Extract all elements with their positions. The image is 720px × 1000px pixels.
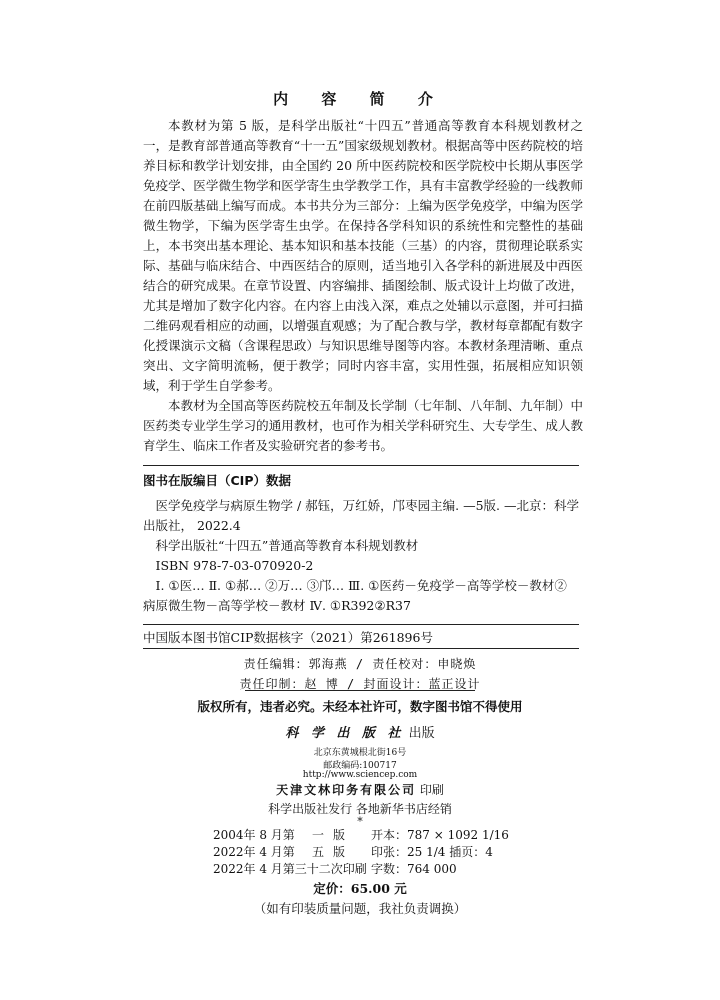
edition-row <box>213 860 457 877</box>
publisher-url: http://www.sciencep.com <box>302 770 418 780</box>
cip-series-line: 科学出版社“十四五”普通高等教育本科规划教材 <box>155 538 419 553</box>
cip-heading: 图书在版编目（CIP）数据 <box>143 473 291 488</box>
edition-label: 版 <box>333 845 346 859</box>
page-title: 内 容 简 介 <box>273 90 447 108</box>
intro-paragraph-1: 本教材为第 5 版，是科学出版社“十四五”普通高等教育本科规划教材之一，是教育部普通高等教育“十一五”国家级规划教材。根据高等中医药院校的培养目标和教学计划安排，由全国约 20 所中医药院校和医学院校中长期从事医学免疫学、医学微生物学和医学寄生虫学教学工作，具有丰富教学经验的一线教师在前四版基础上编写而成。本书共分为三部分：上编为医学免疫学，中编为医学微生物学，下编为医学寄生虫学。在保持各学科知识的系统性和完整性的基础上，本书突出基本理论、基本知识和基本技能（三基）的内容，贯彻理论联系实际、基础与临床结合、中西医结合的原则，适当地引入各学科的新进展及中西医结合的研究成果。在章节设置、内容编排、插图绘制、版式设计上均做了改进，尤其是增加了数字化内容。在内容上由浅入深，难点之处辅以示意图，并可扫描二维码观看相应的动画，以增强直观感；为了配合教与学，教材每章都配有数字化授课演示文稿（含课程思政）与知识思维导图等内容。本教材条理清晰、重点突出、文字简明流畅，便于教学；同时内容丰富，实用性强，拓展相应知识领域，利于学生自学参考。 <box>143 118 583 393</box>
edition-date: 2022年 4 月第三十二次印刷 <box>213 862 367 876</box>
edition-detail: 开本：787 × 1092 1/16 <box>371 828 509 842</box>
cip-record <box>143 496 579 616</box>
cip-bottom-rule <box>143 648 579 649</box>
publisher-suffix: 出版 <box>408 726 435 741</box>
separator-star: * <box>357 815 363 828</box>
edition-row <box>213 826 509 843</box>
edition-detail: 字数：764 000 <box>371 862 457 876</box>
edition-number: 一 <box>311 828 324 842</box>
edition-row <box>213 843 493 860</box>
cip-top-rule <box>143 465 579 466</box>
edition-date: 2022年 4 月第 <box>213 845 295 859</box>
publisher-name: 科 学 出 版 社 <box>285 726 405 741</box>
cip-data-number: 中国版本图书馆CIP数据核字（2021）第261896号 <box>143 630 433 645</box>
price: 定价：65.00 元 <box>313 881 407 896</box>
edition-number: 五 <box>311 845 324 859</box>
edition-date: 2004年 8 月第 <box>213 828 295 842</box>
printer-suffix: 印刷 <box>419 783 444 797</box>
publisher-line <box>0 722 720 741</box>
copyright-notice: 版权所有，违者必究。未经本社许可，数字图书馆不得使用 <box>197 699 523 714</box>
distribution-line: 科学出版社发行 各地新华书店经销 <box>268 802 452 816</box>
publisher-address: 北京东黄城根北街16号 <box>313 748 407 758</box>
cip-middle-rule <box>143 624 579 625</box>
printer-line <box>0 781 720 798</box>
intro-text <box>143 116 583 456</box>
cip-isbn: ISBN 978-7-03-070920-2 <box>155 558 314 573</box>
edition-detail: 印张：25 1/4 插页：4 <box>371 845 493 859</box>
quality-note: （如有印装质量问题，我社负责调换） <box>253 901 467 916</box>
publisher-postcode: 邮政编码:100717 <box>323 761 397 771</box>
cip-bibliographic-line: 医学免疫学与病原生物学 / 郝钰，万红娇，邝枣园主编. —5版. —北京：科学出版社， 2022.4 <box>143 498 580 533</box>
intro-paragraph-2: 本教材为全国高等医药院校五年制及长学制（七年制、八年制、九年制）中医药类专业学生学习的通用教材，也可作为相关学科研究生、大专学生、成人教育学生、临床工作者及实验研究者的参考书。 <box>143 398 583 453</box>
printer-name: 天津文林印务有限公司 <box>276 783 417 797</box>
responsible-printing-design: 责任印制：赵 博 / 封面设计：蓝正设计 <box>239 677 481 691</box>
responsible-editors: 责任编辑：郭海燕 / 责任校对：申晓焕 <box>243 657 477 671</box>
editors-rule <box>245 690 475 691</box>
edition-label: 版 <box>333 828 346 842</box>
cip-classification: Ⅰ. ①医… Ⅱ. ①郝… ②万… ③邝… Ⅲ. ①医药－免疫学－高等学校－教材②病原微生物－高等学校－教材 Ⅳ. ①R392②R37 <box>143 578 567 613</box>
